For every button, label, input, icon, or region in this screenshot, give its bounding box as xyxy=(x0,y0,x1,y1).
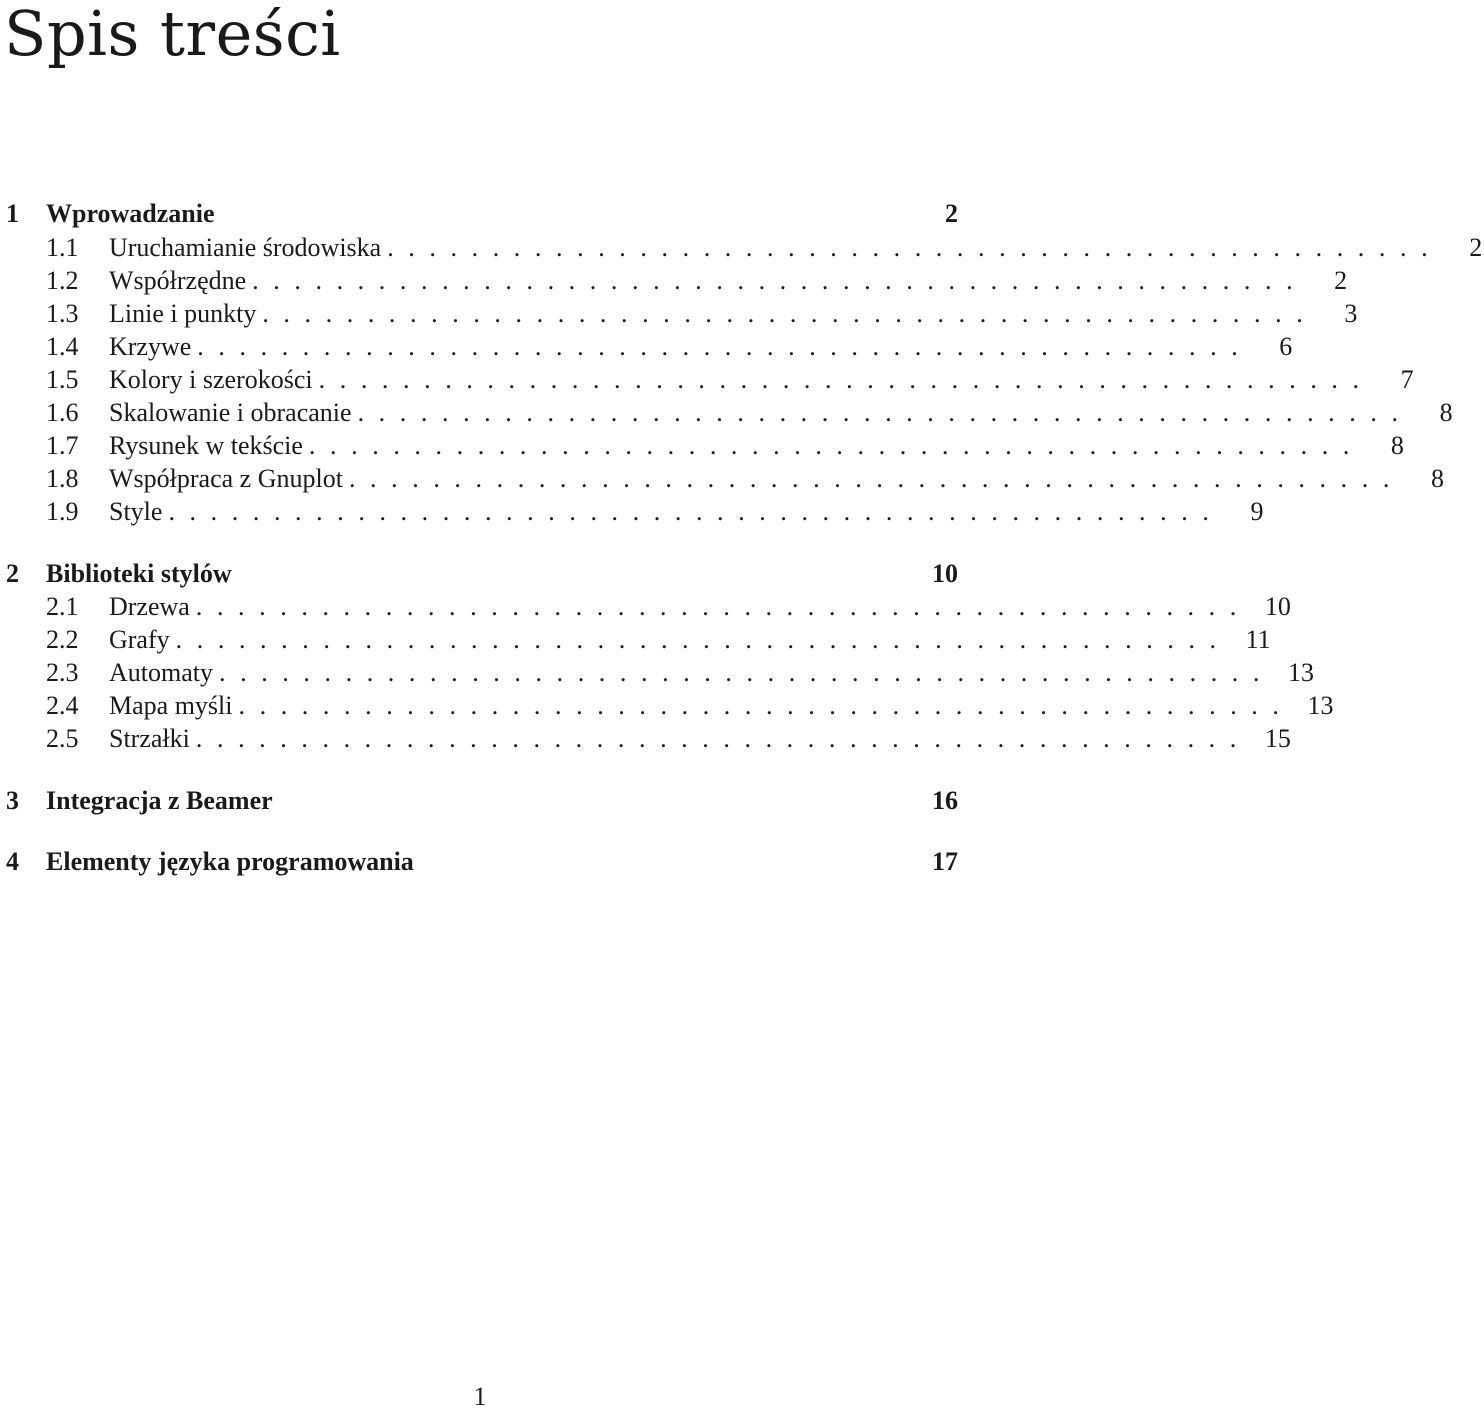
toc-subsection-title: Współrzędne xyxy=(109,266,247,295)
toc-section-page: 17 xyxy=(932,847,958,876)
dot-leader: .................................................. xyxy=(195,724,1251,753)
toc-subsection-title: Strzałki xyxy=(109,724,190,753)
toc-subsection-1-2[interactable] xyxy=(0,264,1348,298)
toc-subsection-page: 15 xyxy=(1264,724,1291,753)
toc-subsection-2-1[interactable] xyxy=(0,590,1291,624)
toc-subsection-number: 2.5 xyxy=(46,724,79,753)
toc-subsection-2-5[interactable] xyxy=(0,722,1291,756)
toc-subsection-1-9[interactable] xyxy=(0,495,1264,529)
dot-leader: .................................................. xyxy=(168,497,1224,526)
toc-subsection-number: 2.2 xyxy=(46,625,79,654)
toc-section-number: 3 xyxy=(6,786,19,815)
toc-subsection-page: 8 xyxy=(1439,398,1453,427)
toc-section-4[interactable] xyxy=(0,845,960,879)
toc-subsection-number: 2.3 xyxy=(46,658,79,687)
toc-subsection-1-4[interactable] xyxy=(0,330,1293,364)
toc-subsection-title: Linie i punkty xyxy=(109,299,257,328)
toc-subsection-number: 1.2 xyxy=(46,266,79,295)
toc-section-number: 4 xyxy=(6,847,19,876)
dot-leader: .................................................. xyxy=(175,625,1231,654)
toc-subsection-title: Rysunek w tekście xyxy=(109,431,303,460)
toc-subsection-number: 2.1 xyxy=(46,592,79,621)
dot-leader: .................................................. xyxy=(195,592,1251,621)
toc-subsection-page: 13 xyxy=(1307,691,1334,720)
toc-subsection-1-5[interactable] xyxy=(0,363,1414,397)
toc-subsection-2-2[interactable] xyxy=(0,623,1271,657)
toc-subsection-1-3[interactable] xyxy=(0,297,1358,331)
toc-subsection-title: Skalowanie i obracanie xyxy=(109,398,352,427)
toc-subsection-number: 2.4 xyxy=(46,691,79,720)
toc-section-title: Elementy języka programowania xyxy=(46,847,414,876)
toc-subsection-page: 2 xyxy=(1469,233,1483,262)
toc-subsection-number: 1.4 xyxy=(46,332,79,361)
toc-section-3[interactable] xyxy=(0,784,960,818)
toc-subsection-page: 8 xyxy=(1430,464,1444,493)
toc-section-2[interactable] xyxy=(0,557,960,591)
toc-subsection-1-7[interactable] xyxy=(0,429,1404,463)
toc-section-page: 16 xyxy=(932,786,958,815)
toc-subsection-2-3[interactable] xyxy=(0,656,1314,690)
dot-leader: .................................................. xyxy=(318,365,1374,394)
toc-subsection-title: Współpraca z Gnuplot xyxy=(109,464,343,493)
dot-leader: .................................................. xyxy=(308,431,1364,460)
toc-subsection-page: 11 xyxy=(1245,625,1271,654)
dot-leader: .................................................. xyxy=(387,233,1443,262)
toc-subsection-page: 2 xyxy=(1334,266,1348,295)
dot-leader: .................................................. xyxy=(262,299,1318,328)
toc-section-title: Integracja z Beamer xyxy=(46,786,273,815)
toc-subsection-page: 9 xyxy=(1250,497,1264,526)
toc-subsection-title: Style xyxy=(109,497,163,526)
dot-leader: .................................................. xyxy=(357,398,1413,427)
toc-section-page: 2 xyxy=(945,199,958,228)
toc-subsection-title: Kolory i szerokości xyxy=(109,365,313,394)
toc-subsection-title: Krzywe xyxy=(109,332,192,361)
toc-subsection-title: Automaty xyxy=(109,658,213,687)
toc-subsection-1-1[interactable] xyxy=(0,231,1483,265)
dot-leader: .................................................. xyxy=(348,464,1404,493)
toc-subsection-page: 10 xyxy=(1264,592,1291,621)
toc-section-title: Biblioteki stylów xyxy=(46,559,232,588)
toc-section-number: 1 xyxy=(6,199,19,228)
toc-subsection-page: 8 xyxy=(1390,431,1404,460)
toc-subsection-title: Mapa myśli xyxy=(109,691,233,720)
toc-subsection-page: 6 xyxy=(1279,332,1293,361)
toc-subsection-title: Uruchamianie środowiska xyxy=(109,233,382,262)
toc-section-page: 10 xyxy=(932,559,958,588)
toc-subsection-number: 1.6 xyxy=(46,398,79,427)
dot-leader: .................................................. xyxy=(252,266,1308,295)
toc-subsection-number: 1.1 xyxy=(46,233,79,262)
toc-section-1[interactable] xyxy=(0,197,960,231)
toc-subsection-number: 1.3 xyxy=(46,299,79,328)
toc-subsection-1-6[interactable] xyxy=(0,396,1453,430)
toc-subsection-number: 1.7 xyxy=(46,431,79,460)
toc-subsection-title: Grafy xyxy=(109,625,170,654)
toc-subsection-number: 1.5 xyxy=(46,365,79,394)
page-title: Spis treści xyxy=(4,0,341,70)
toc-section-title: Wprowadzanie xyxy=(46,199,215,228)
toc-subsection-2-4[interactable] xyxy=(0,689,1334,723)
dot-leader: .................................................. xyxy=(219,658,1274,687)
dot-leader: .................................................. xyxy=(197,332,1253,361)
toc-section-number: 2 xyxy=(6,559,19,588)
toc-subsection-page: 3 xyxy=(1344,299,1358,328)
page-number: 1 xyxy=(473,1382,487,1411)
toc-subsection-number: 1.9 xyxy=(46,497,79,526)
toc-subsection-page: 7 xyxy=(1400,365,1414,394)
dot-leader: .................................................. xyxy=(238,691,1294,720)
toc-subsection-page: 13 xyxy=(1288,658,1314,687)
toc-subsection-title: Drzewa xyxy=(109,592,190,621)
toc-subsection-number: 1.8 xyxy=(46,464,79,493)
toc-subsection-1-8[interactable] xyxy=(0,462,1444,496)
